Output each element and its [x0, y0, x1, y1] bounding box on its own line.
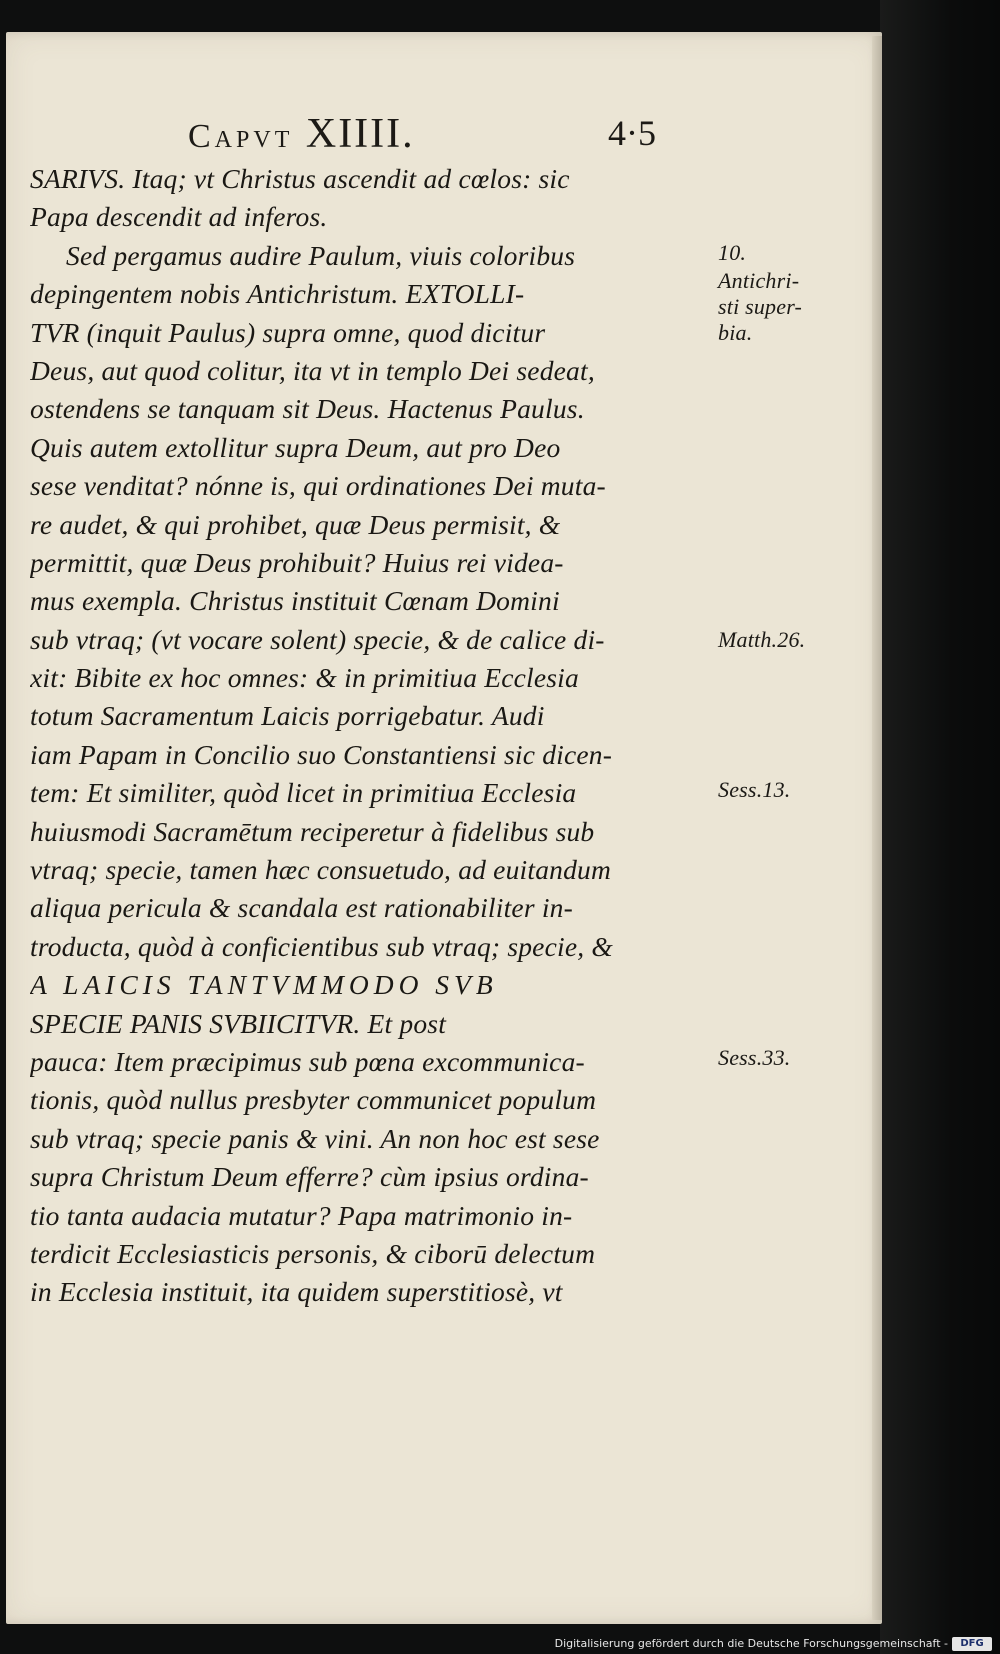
- text-line: re audet, & qui prohibet, quæ Deus permisit, &: [30, 508, 561, 540]
- text-line: in Ecclesia instituit, ita quidem superstitiosè, vt: [30, 1276, 563, 1308]
- text-line: supra Christum Deum efferre? cùm ipsius ordina-: [30, 1161, 589, 1193]
- text-line: ostendens se tanquam sit Deus. Hactenus Paulus.: [30, 393, 585, 425]
- dfg-logo: DFG: [952, 1637, 992, 1651]
- page-number: 4·5: [608, 113, 656, 153]
- text-line: iam Papam in Concilio suo Constantiensi sic dicen-: [30, 738, 613, 770]
- text-line: mus exempla. Christus instituit Cœnam Domini: [30, 585, 560, 617]
- text-line: pauca: Item præcipimus sub pœna excommunica-: [30, 1045, 585, 1077]
- text-line: TVR (inquit Paulus) supra omne, quod dicitur: [30, 316, 546, 348]
- chapter-numeral: XIIII.: [305, 111, 415, 157]
- text-line: A LAICIS TANTVMMODO SVB: [30, 969, 498, 1001]
- text-line: sub vtraq; specie panis & vini. An non hoc est sese: [30, 1122, 600, 1154]
- text-line: tio tanta audacia mutatur? Papa matrimonio in-: [30, 1199, 573, 1231]
- body-text: [30, 160, 806, 1312]
- margin-note-reference: Matth.26.: [718, 627, 806, 652]
- scan-background: [880, 0, 1000, 1654]
- text-line: Papa descendit ad inferos.: [30, 201, 328, 233]
- text-line: SARIVS. Itaq; vt Christus ascendit ad cœlos: sic: [30, 163, 570, 194]
- text-line: tem: Et similiter, quòd licet in primitiua Ecclesia: [30, 777, 577, 809]
- margin-note-number: 10.: [718, 240, 747, 265]
- text-line: tionis, quòd nullus presbyter communicet populum: [30, 1084, 597, 1116]
- running-head: [188, 110, 415, 158]
- text-line: depingentem nobis Antichristum. EXTOLLI-: [30, 278, 525, 310]
- page-edge: [872, 36, 882, 1620]
- text-line: sub vtraq; (vt vocare solent) specie, & de calice di-: [30, 623, 605, 655]
- text-line: totum Sacramentum Laicis porrigebatur. Audi: [30, 700, 545, 732]
- text-line: Deus, aut quod colitur, ita vt in templo Dei sedeat,: [30, 354, 595, 386]
- text-line: troducta, quòd à conficientibus sub vtraq; specie, &: [30, 930, 613, 962]
- text-line: huiusmodi Sacramētum reciperetur à fidelibus sub: [30, 815, 595, 847]
- text-line: xit: Bibite ex hoc omnes: & in primitiua Ecclesia: [30, 662, 579, 694]
- digitization-credit: Digitalisierung gefördert durch die Deutsche Forschungsgemeinschaft -: [554, 1637, 948, 1650]
- text-line: terdicit Ecclesiasticis personis, & ciborū delectum: [30, 1237, 596, 1269]
- text-line: vtraq; specie, tamen hæc consuetudo, ad euitandum: [30, 854, 612, 886]
- text-line: sese venditat? nónne is, qui ordinationes Dei muta-: [30, 470, 606, 502]
- text-line: SPECIE PANIS SVBIICITVR. Et post: [30, 1007, 447, 1039]
- text-line: permittit, quæ Deus prohibuit? Huius rei videa-: [30, 546, 564, 578]
- margin-note-reference: Sess.13.: [718, 777, 791, 802]
- text-line: Sed pergamus audire Paulum, viuis coloribus: [66, 239, 576, 271]
- text-line: aliqua pericula & scandala est rationabiliter in-: [30, 892, 573, 924]
- text-line: Quis autem extollitur supra Deum, aut pro Deo: [30, 431, 561, 463]
- margin-note: sti super-: [718, 294, 803, 319]
- margin-note: bia.: [718, 320, 753, 345]
- margin-note-reference: Sess.33.: [718, 1045, 791, 1070]
- running-head-word: Capvt: [188, 118, 294, 155]
- margin-note: Antichri-: [718, 268, 800, 293]
- page-header: [188, 110, 688, 160]
